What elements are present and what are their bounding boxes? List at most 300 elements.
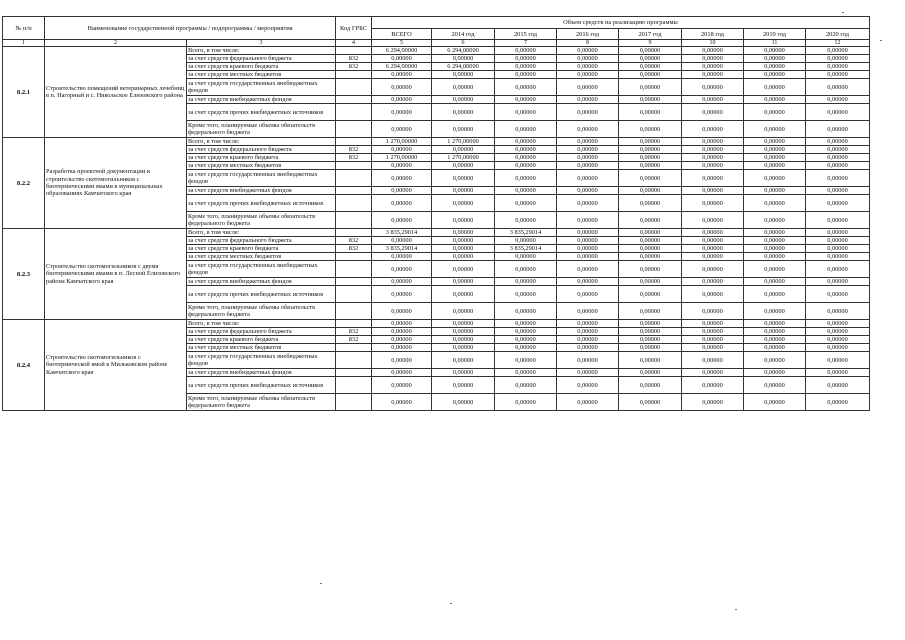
amount-cell: 0,00000: [557, 71, 619, 79]
amount-cell: 0,00000: [372, 253, 432, 261]
funding-source-label: за счет средств краевого бюджета: [187, 336, 336, 344]
amount-cell: 0,00000: [744, 278, 806, 286]
funding-source-label: за счет средств федерального бюджета: [187, 237, 336, 245]
amount-cell: 0,00000: [619, 245, 682, 253]
funding-source-label: за счет средств краевого бюджета: [187, 245, 336, 253]
amount-cell: 0,00000: [806, 245, 870, 253]
amount-cell: 0,00000: [682, 71, 744, 79]
amount-cell: 0,00000: [806, 162, 870, 170]
scan-speck: [735, 609, 737, 610]
amount-cell: 0,00000: [557, 229, 619, 237]
amount-cell: 0,00000: [682, 212, 744, 229]
amount-cell: 0,00000: [682, 278, 744, 286]
amount-cell: 0,00000: [682, 261, 744, 278]
funding-source-label: за счет средств внебюджетных фондов: [187, 369, 336, 377]
grbs-code: [336, 377, 372, 394]
grbs-code: [336, 212, 372, 229]
amount-cell: 0,00000: [682, 187, 744, 195]
grbs-code: [336, 170, 372, 187]
grbs-code: 832: [336, 146, 372, 154]
amount-cell: 0,00000: [495, 187, 557, 195]
amount-cell: 0,00000: [557, 320, 619, 328]
amount-cell: 0,00000: [432, 261, 495, 278]
amount-cell: 6 294,00000: [372, 63, 432, 71]
amount-cell: 0,00000: [557, 261, 619, 278]
amount-cell: 0,00000: [744, 104, 806, 121]
amount-cell: 0,00000: [806, 229, 870, 237]
amount-cell: 0,00000: [557, 303, 619, 320]
amount-cell: 0,00000: [495, 394, 557, 411]
amount-cell: 0,00000: [557, 154, 619, 162]
amount-cell: 0,00000: [682, 154, 744, 162]
amount-cell: 0,00000: [495, 96, 557, 104]
amount-cell: 0,00000: [495, 352, 557, 369]
funding-source-label: за счет средств государственных внебюджетных фондов: [187, 352, 336, 369]
amount-cell: 0,00000: [619, 121, 682, 138]
amount-cell: 0,00000: [432, 328, 495, 336]
funding-source-label: за счет средств федерального бюджета: [187, 55, 336, 63]
amount-cell: 0,00000: [432, 170, 495, 187]
amount-cell: 0,00000: [557, 79, 619, 96]
amount-cell: 0,00000: [744, 96, 806, 104]
amount-cell: 0,00000: [619, 253, 682, 261]
grbs-code: [336, 344, 372, 352]
amount-cell: 0,00000: [744, 261, 806, 278]
funding-source-label: Всего, в том числе:: [187, 320, 336, 328]
column-index-cell: 2: [45, 40, 187, 47]
amount-cell: 0,00000: [495, 146, 557, 154]
amount-cell: 0,00000: [557, 286, 619, 303]
amount-cell: 0,00000: [557, 352, 619, 369]
amount-cell: 0,00000: [744, 162, 806, 170]
scan-speck: [880, 40, 882, 41]
amount-cell: 0,00000: [806, 369, 870, 377]
funding-source-label: за счет средств федерального бюджета: [187, 146, 336, 154]
header-name-cell: Наименование государственной программы / подпрограммы / мероприятия: [45, 17, 336, 40]
amount-cell: 0,00000: [557, 328, 619, 336]
amount-cell: 0,00000: [495, 328, 557, 336]
amount-cell: 0,00000: [682, 320, 744, 328]
amount-cell: 0,00000: [744, 229, 806, 237]
header-year-cell: 2017 год: [619, 29, 682, 40]
amount-cell: 0,00000: [495, 320, 557, 328]
header-year-cell: 2015 год: [495, 29, 557, 40]
funding-source-label: Всего, в том числе:: [187, 47, 336, 55]
amount-cell: 0,00000: [619, 146, 682, 154]
amount-cell: 0,00000: [682, 121, 744, 138]
header-row-1: [3, 17, 870, 29]
amount-cell: 0,00000: [495, 286, 557, 303]
amount-cell: 0,00000: [495, 278, 557, 286]
amount-cell: 0,00000: [557, 187, 619, 195]
amount-cell: 0,00000: [372, 121, 432, 138]
amount-cell: 0,00000: [682, 377, 744, 394]
amount-cell: 0,00000: [432, 55, 495, 63]
amount-cell: 0,00000: [495, 369, 557, 377]
grbs-code: 832: [336, 328, 372, 336]
amount-cell: 0,00000: [495, 154, 557, 162]
amount-cell: 0,00000: [557, 104, 619, 121]
amount-cell: 0,00000: [495, 170, 557, 187]
funding-source-label: за счет средств местных бюджетов: [187, 344, 336, 352]
funding-source-label: за счет средств местных бюджетов: [187, 253, 336, 261]
table-row: [3, 229, 870, 237]
amount-cell: 0,00000: [682, 344, 744, 352]
grbs-code: [336, 138, 372, 146]
funding-source-label: за счет средств местных бюджетов: [187, 71, 336, 79]
amount-cell: 0,00000: [372, 162, 432, 170]
amount-cell: 0,00000: [744, 253, 806, 261]
amount-cell: 3 835,29014: [495, 245, 557, 253]
amount-cell: 0,00000: [432, 187, 495, 195]
funding-source-label: Всего, в том числе:: [187, 229, 336, 237]
table-body: [3, 17, 870, 411]
amount-cell: 0,00000: [372, 286, 432, 303]
amount-cell: 0,00000: [557, 63, 619, 71]
amount-cell: 0,00000: [619, 104, 682, 121]
amount-cell: 0,00000: [619, 154, 682, 162]
amount-cell: 0,00000: [744, 63, 806, 71]
amount-cell: 0,00000: [744, 352, 806, 369]
funding-source-label: за счет средств прочих внебюджетных источников: [187, 377, 336, 394]
grbs-code: [336, 71, 372, 79]
funding-source-label: за счет средств краевого бюджета: [187, 154, 336, 162]
amount-cell: 0,00000: [682, 63, 744, 71]
amount-cell: 0,00000: [557, 394, 619, 411]
amount-cell: 0,00000: [682, 229, 744, 237]
amount-cell: 0,00000: [806, 154, 870, 162]
amount-cell: 6 294,00000: [432, 63, 495, 71]
amount-cell: 0,00000: [432, 212, 495, 229]
amount-cell: 0,00000: [806, 121, 870, 138]
amount-cell: 0,00000: [372, 96, 432, 104]
funding-source-label: за счет средств местных бюджетов: [187, 162, 336, 170]
amount-cell: 0,00000: [619, 344, 682, 352]
measure-name: Строительство скотомогильников с двумя биотермическими ямами в п. Лесной Елизовского района Камчатского края: [45, 229, 187, 320]
grbs-code: [336, 261, 372, 278]
header-year-cell: 2019 год: [744, 29, 806, 40]
amount-cell: 0,00000: [619, 352, 682, 369]
column-index-cell: 11: [744, 40, 806, 47]
amount-cell: 0,00000: [557, 47, 619, 55]
funding-source-label: за счет средств прочих внебюджетных источников: [187, 195, 336, 212]
grbs-code: [336, 369, 372, 377]
amount-cell: 0,00000: [806, 104, 870, 121]
amount-cell: 0,00000: [619, 212, 682, 229]
amount-cell: 0,00000: [557, 377, 619, 394]
amount-cell: 0,00000: [372, 104, 432, 121]
funding-source-label: Кроме того, планируемые объемы обязательств федерального бюджета: [187, 121, 336, 138]
amount-cell: 0,00000: [557, 278, 619, 286]
amount-cell: 0,00000: [806, 352, 870, 369]
amount-cell: 0,00000: [557, 237, 619, 245]
header-year-cell: 2016 год: [557, 29, 619, 40]
grbs-code: [336, 320, 372, 328]
amount-cell: 0,00000: [372, 344, 432, 352]
header-num-cell: № п/п: [3, 17, 45, 40]
amount-cell: 0,00000: [744, 303, 806, 320]
amount-cell: 0,00000: [619, 138, 682, 146]
amount-cell: 0,00000: [495, 138, 557, 146]
amount-cell: 0,00000: [619, 303, 682, 320]
grbs-code: [336, 352, 372, 369]
amount-cell: 0,00000: [432, 245, 495, 253]
amount-cell: 0,00000: [495, 47, 557, 55]
amount-cell: 0,00000: [557, 369, 619, 377]
amount-cell: 0,00000: [495, 104, 557, 121]
amount-cell: 0,00000: [744, 286, 806, 303]
amount-cell: 3 835,29014: [372, 245, 432, 253]
amount-cell: 0,00000: [744, 336, 806, 344]
amount-cell: 0,00000: [495, 121, 557, 138]
amount-cell: 0,00000: [806, 261, 870, 278]
amount-cell: 0,00000: [744, 170, 806, 187]
amount-cell: 0,00000: [432, 237, 495, 245]
amount-cell: 0,00000: [557, 96, 619, 104]
amount-cell: 0,00000: [682, 369, 744, 377]
grbs-code: [336, 121, 372, 138]
amount-cell: 0,00000: [744, 328, 806, 336]
amount-cell: 0,00000: [619, 195, 682, 212]
header-row-index: [3, 40, 870, 47]
amount-cell: 0,00000: [372, 352, 432, 369]
amount-cell: 0,00000: [495, 377, 557, 394]
grbs-code: [336, 47, 372, 55]
header-year-cell: 2014 год: [432, 29, 495, 40]
amount-cell: 0,00000: [806, 146, 870, 154]
amount-cell: 0,00000: [432, 79, 495, 96]
amount-cell: 0,00000: [619, 369, 682, 377]
column-index-cell: 6: [432, 40, 495, 47]
table-row: [3, 320, 870, 328]
amount-cell: 0,00000: [682, 286, 744, 303]
measure-number: 8.2.4: [3, 320, 45, 411]
amount-cell: 0,00000: [806, 253, 870, 261]
grbs-code: [336, 394, 372, 411]
measure-number: 8.2.1: [3, 47, 45, 138]
amount-cell: 0,00000: [744, 237, 806, 245]
amount-cell: 0,00000: [806, 286, 870, 303]
grbs-code: 832: [336, 63, 372, 71]
amount-cell: 0,00000: [744, 79, 806, 96]
amount-cell: 0,00000: [806, 377, 870, 394]
amount-cell: 0,00000: [372, 278, 432, 286]
table-row: [3, 47, 870, 55]
column-index-cell: 12: [806, 40, 870, 47]
amount-cell: 0,00000: [557, 253, 619, 261]
grbs-code: [336, 187, 372, 195]
amount-cell: 0,00000: [806, 278, 870, 286]
amount-cell: 0,00000: [557, 162, 619, 170]
amount-cell: 0,00000: [744, 344, 806, 352]
grbs-code: [336, 278, 372, 286]
amount-cell: 0,00000: [372, 261, 432, 278]
amount-cell: 0,00000: [495, 253, 557, 261]
funding-source-label: за счет средств государственных внебюджетных фондов: [187, 261, 336, 278]
amount-cell: 0,00000: [432, 394, 495, 411]
funding-source-label: за счет средств прочих внебюджетных источников: [187, 286, 336, 303]
amount-cell: 0,00000: [432, 71, 495, 79]
amount-cell: 0,00000: [619, 79, 682, 96]
amount-cell: 0,00000: [744, 212, 806, 229]
amount-cell: 0,00000: [619, 229, 682, 237]
table-row: [3, 138, 870, 146]
grbs-code: [336, 79, 372, 96]
amount-cell: 0,00000: [372, 237, 432, 245]
measure-name: Строительство скотомогильников с биотермической ямой в Мильковском районе Камчатского края: [45, 320, 187, 411]
funding-source-label: Кроме того, планируемые объемы обязательств федерального бюджета: [187, 394, 336, 411]
amount-cell: 0,00000: [495, 212, 557, 229]
grbs-code: 832: [336, 237, 372, 245]
amount-cell: 0,00000: [744, 138, 806, 146]
amount-cell: 0,00000: [682, 237, 744, 245]
amount-cell: 0,00000: [557, 170, 619, 187]
amount-cell: 0,00000: [682, 170, 744, 187]
funding-source-label: за счет средств прочих внебюджетных источников: [187, 104, 336, 121]
amount-cell: 0,00000: [619, 55, 682, 63]
amount-cell: 0,00000: [806, 320, 870, 328]
amount-cell: 0,00000: [432, 352, 495, 369]
amount-cell: 0,00000: [682, 96, 744, 104]
amount-cell: 0,00000: [619, 47, 682, 55]
amount-cell: 0,00000: [432, 104, 495, 121]
amount-cell: 0,00000: [619, 320, 682, 328]
amount-cell: 0,00000: [806, 170, 870, 187]
budget-table: [2, 16, 870, 411]
amount-cell: 0,00000: [744, 121, 806, 138]
amount-cell: 0,00000: [557, 195, 619, 212]
amount-cell: 0,00000: [806, 138, 870, 146]
amount-cell: 0,00000: [806, 79, 870, 96]
amount-cell: 0,00000: [372, 187, 432, 195]
amount-cell: 0,00000: [744, 394, 806, 411]
amount-cell: 0,00000: [432, 303, 495, 320]
measure-name: Строительство помещений ветеринарных лечебниц в п. Нагорный и с. Никольское Елизовского района: [45, 47, 187, 138]
amount-cell: 3 835,29014: [495, 229, 557, 237]
amount-cell: 0,00000: [432, 121, 495, 138]
amount-cell: 0,00000: [432, 344, 495, 352]
amount-cell: 0,00000: [432, 286, 495, 303]
grbs-code: [336, 286, 372, 303]
amount-cell: 0,00000: [372, 71, 432, 79]
grbs-code: 832: [336, 245, 372, 253]
amount-cell: 0,00000: [372, 320, 432, 328]
grbs-code: [336, 195, 372, 212]
amount-cell: 0,00000: [432, 146, 495, 154]
amount-cell: 0,00000: [682, 352, 744, 369]
amount-cell: 0,00000: [432, 253, 495, 261]
amount-cell: 0,00000: [619, 96, 682, 104]
grbs-code: 832: [336, 154, 372, 162]
amount-cell: 0,00000: [495, 303, 557, 320]
amount-cell: 0,00000: [806, 394, 870, 411]
amount-cell: 0,00000: [432, 162, 495, 170]
amount-cell: 0,00000: [557, 344, 619, 352]
amount-cell: 0,00000: [744, 71, 806, 79]
amount-cell: 0,00000: [682, 138, 744, 146]
amount-cell: 0,00000: [619, 63, 682, 71]
amount-cell: 0,00000: [744, 245, 806, 253]
measure-number: 8.2.3: [3, 229, 45, 320]
column-index-cell: 8: [557, 40, 619, 47]
amount-cell: 0,00000: [682, 303, 744, 320]
amount-cell: 0,00000: [682, 47, 744, 55]
amount-cell: 0,00000: [372, 170, 432, 187]
amount-cell: 0,00000: [619, 278, 682, 286]
amount-cell: 0,00000: [495, 162, 557, 170]
amount-cell: 0,00000: [557, 245, 619, 253]
amount-cell: 0,00000: [619, 394, 682, 411]
amount-cell: 0,00000: [372, 146, 432, 154]
scan-speck: [450, 603, 452, 604]
funding-source-label: за счет средств внебюджетных фондов: [187, 278, 336, 286]
grbs-code: [336, 303, 372, 320]
amount-cell: 0,00000: [432, 278, 495, 286]
amount-cell: 0,00000: [372, 336, 432, 344]
funding-source-label: Кроме того, планируемые объемы обязательств федерального бюджета: [187, 212, 336, 229]
grbs-code: [336, 162, 372, 170]
amount-cell: 0,00000: [744, 55, 806, 63]
grbs-code: [336, 104, 372, 121]
header-code-cell: Код ГРБС: [336, 17, 372, 40]
amount-cell: 0,00000: [372, 328, 432, 336]
column-index-cell: 9: [619, 40, 682, 47]
amount-cell: 0,00000: [557, 336, 619, 344]
amount-cell: 0,00000: [806, 96, 870, 104]
amount-cell: 0,00000: [557, 146, 619, 154]
amount-cell: 0,00000: [495, 195, 557, 212]
amount-cell: 0,00000: [619, 336, 682, 344]
measure-name: Разработка проектной документации и строительство скотомогильников с биотермическими ямами в муниципальных образованиях Камчатского края: [45, 138, 187, 229]
budget-document: [2, 16, 870, 411]
column-index-cell: 4: [336, 40, 372, 47]
amount-cell: 0,00000: [557, 55, 619, 63]
amount-cell: 0,00000: [619, 328, 682, 336]
amount-cell: 1 270,00000: [432, 138, 495, 146]
grbs-code: [336, 96, 372, 104]
amount-cell: 0,00000: [619, 261, 682, 278]
amount-cell: 0,00000: [619, 237, 682, 245]
column-index-cell: 3: [187, 40, 336, 47]
amount-cell: 0,00000: [744, 369, 806, 377]
scan-speck: [842, 12, 844, 13]
amount-cell: 0,00000: [682, 79, 744, 96]
amount-cell: 1 270,00000: [432, 154, 495, 162]
amount-cell: 0,00000: [495, 79, 557, 96]
amount-cell: 0,00000: [806, 47, 870, 55]
amount-cell: 0,00000: [372, 394, 432, 411]
amount-cell: 0,00000: [432, 369, 495, 377]
column-index-cell: 1: [3, 40, 45, 47]
amount-cell: 0,00000: [432, 377, 495, 394]
amount-cell: 0,00000: [682, 253, 744, 261]
funding-source-label: за счет средств краевого бюджета: [187, 63, 336, 71]
amount-cell: 0,00000: [432, 96, 495, 104]
funding-source-label: Всего, в том числе:: [187, 138, 336, 146]
amount-cell: 0,00000: [806, 303, 870, 320]
amount-cell: 0,00000: [744, 195, 806, 212]
amount-cell: 0,00000: [682, 162, 744, 170]
column-index-cell: 5: [372, 40, 432, 47]
amount-cell: 0,00000: [744, 320, 806, 328]
amount-cell: 1 270,00000: [372, 138, 432, 146]
amount-cell: 0,00000: [432, 320, 495, 328]
amount-cell: 0,00000: [619, 286, 682, 303]
amount-cell: 0,00000: [806, 55, 870, 63]
grbs-code: 832: [336, 336, 372, 344]
amount-cell: 0,00000: [495, 71, 557, 79]
amount-cell: 0,00000: [619, 162, 682, 170]
